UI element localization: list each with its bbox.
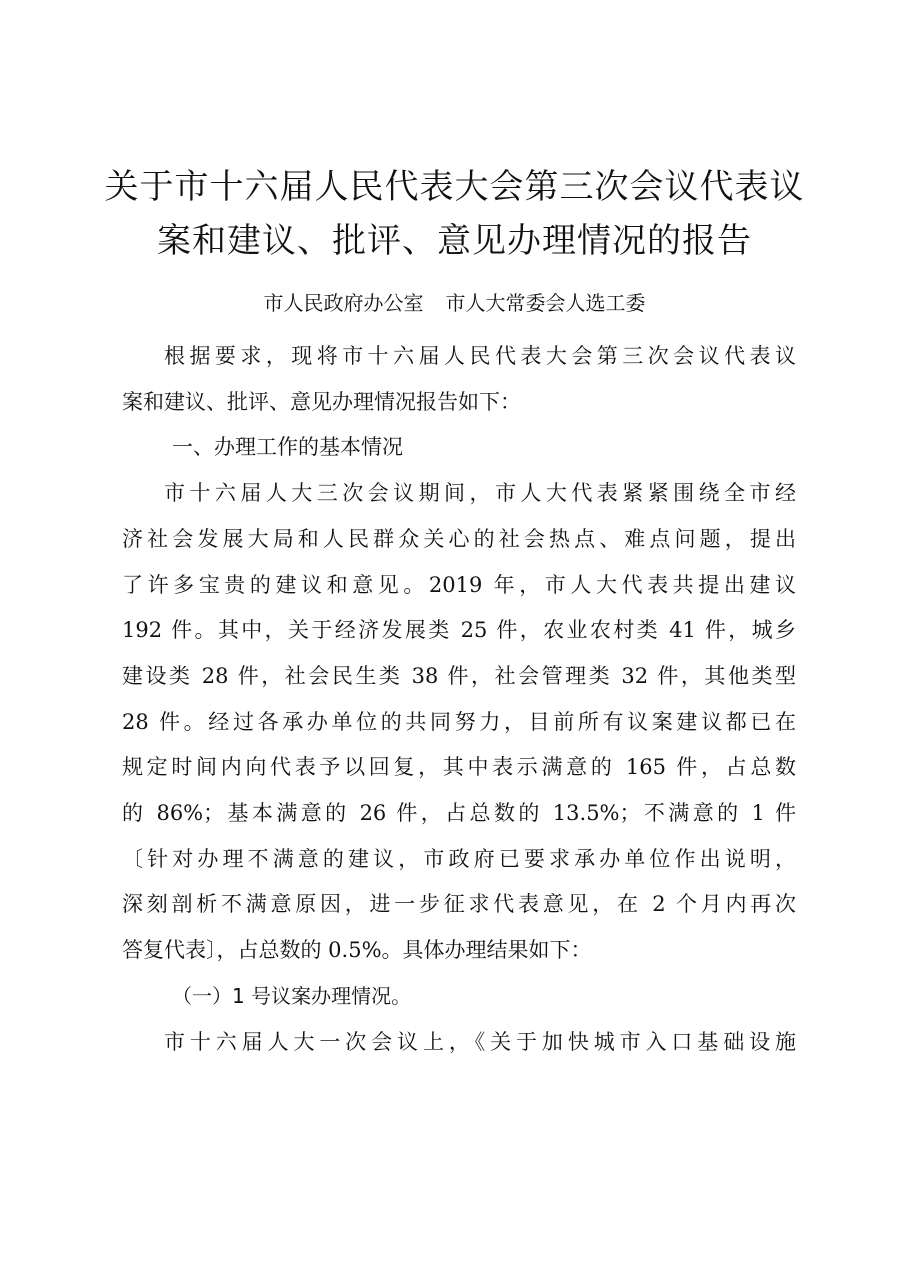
section-1-line-1: 市十六届人大三次会议期间，市人大代表紧紧围绕全市经	[164, 481, 796, 506]
section-1-line-2: 济社会发展大局和人民群众关心的社会热点、难点问题，提出	[122, 526, 796, 551]
subsection-1-heading: （一）1 号议案办理情况。	[172, 983, 412, 1008]
section-1-line-3: 了许多宝贵的建议和意见。2019 年，市人大代表共提出建议	[122, 572, 796, 597]
section-1-line-6: 28 件。经过各承办单位的共同努力，目前所有议案建议都已在	[122, 709, 796, 734]
section-1-line-4: 192 件。其中，关于经济发展类 25 件，农业农村类 41 件，城乡	[122, 618, 796, 643]
section-1-line-10: 深刻剖析不满意原因，进一步征求代表意见，在 2 个月内再次	[122, 892, 796, 917]
document-body	[122, 334, 796, 1065]
section-1-line-7: 规定时间内向代表予以回复，其中表示满意的 165 件，占总数	[122, 755, 796, 780]
section-1-heading: 一、办理工作的基本情况	[172, 435, 403, 460]
section-1-line-11: 答复代表〕，占总数的 0.5%。具体办理结果如下：	[122, 938, 592, 963]
section-1-line-9: 〔针对办理不满意的建议，市政府已要求承办单位作出说明，	[122, 846, 796, 871]
document-title	[100, 160, 809, 268]
title-line-2: 案和建议、批评、意见办理情况的报告	[157, 221, 752, 261]
section-1-paragraph	[122, 471, 796, 974]
subsection-1-line-1: 市十六届人大一次会议上，《关于加快城市入口基础设施	[164, 1029, 796, 1054]
author-1: 市人民政府办公室	[263, 291, 424, 315]
section-1-line-5: 建设类 28 件，社会民生类 38 件，社会管理类 32 件，其他类型	[122, 663, 796, 688]
intro-line-2: 案和建议、批评、意见办理情况报告如下：	[122, 389, 521, 414]
subsection-1-paragraph	[122, 1020, 796, 1066]
intro-line-1: 根据要求，现将市十六届人民代表大会第三次会议代表议	[164, 344, 796, 368]
section-1-line-8: 的 86%；基本满意的 26 件，占总数的 13.5%；不满意的 1 件	[122, 801, 796, 826]
document-authors	[100, 285, 809, 321]
intro-paragraph	[122, 334, 796, 425]
title-line-1: 关于市十六届人民代表大会第三次会议代表议	[104, 167, 805, 207]
author-2: 市人大常委会人选工委	[445, 291, 646, 315]
